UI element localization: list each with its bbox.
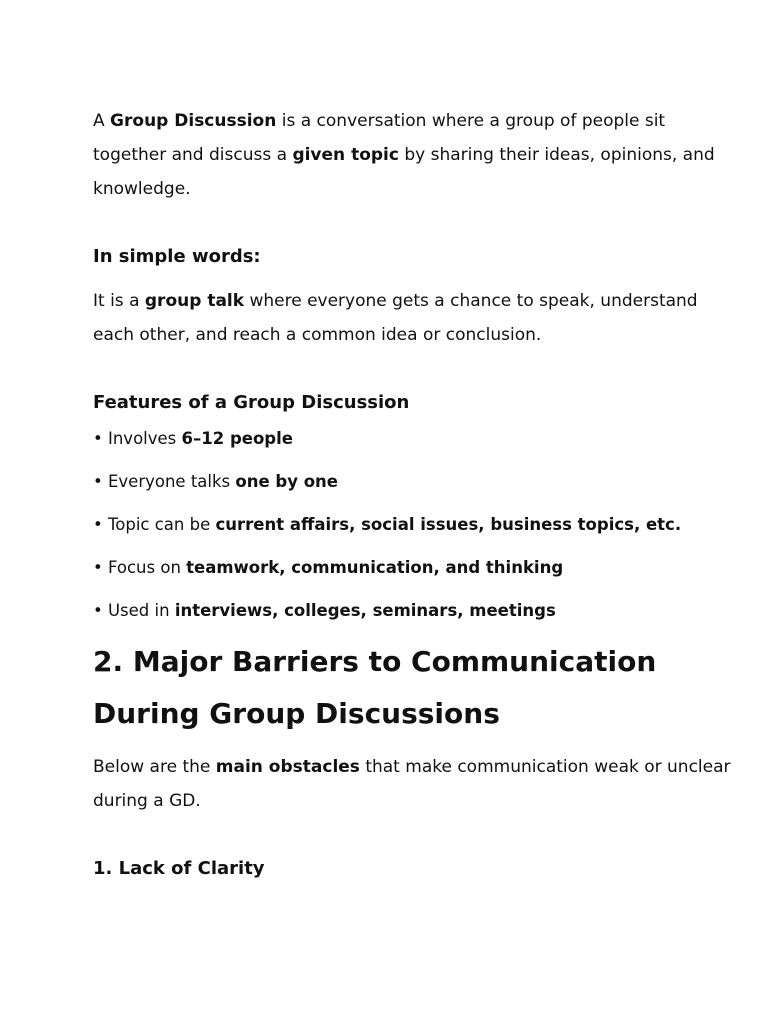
intro-paragraph: [93, 104, 733, 206]
bullet-bold: one by one: [235, 472, 338, 491]
bullet-text: • Focus on: [93, 558, 187, 577]
bullet-text: • Used in: [93, 601, 175, 620]
barriers-bold-1: main obstacles: [215, 757, 360, 777]
list-item: [93, 557, 733, 579]
simple-bold-1: group talk: [144, 291, 245, 311]
simple-words-heading: In simple words:: [93, 246, 261, 267]
simple-text-2: where everyone gets a chance to speak, understand each other, and reach a common idea or conclusion.: [93, 291, 698, 345]
features-list: [93, 428, 733, 622]
section-heading-line-1: 2. Major Barriers to Communication: [93, 645, 657, 678]
simple-text-1: It is a: [93, 291, 145, 311]
bullet-bold: interviews, colleges, seminars, meetings: [174, 601, 556, 620]
list-item: [93, 600, 733, 622]
list-item: [93, 428, 733, 450]
bullet-text: • Topic can be: [93, 515, 216, 534]
bullet-bold: teamwork, communication, and thinking: [186, 558, 564, 577]
list-item: [93, 471, 733, 493]
bullet-bold: 6–12 people: [181, 429, 293, 448]
section-heading-line-2: During Group Discussions: [93, 697, 500, 730]
intro-bold-1: Group Discussion: [110, 111, 277, 131]
intro-text-1: A: [93, 111, 111, 131]
features-heading: Features of a Group Discussion: [93, 392, 410, 413]
bullet-text: • Everyone talks: [93, 472, 236, 491]
list-item: [93, 514, 733, 536]
barriers-paragraph: [93, 750, 733, 818]
document-page: [93, 104, 733, 882]
simple-paragraph: [93, 284, 733, 352]
intro-text-2: is a conversation where a group of people sit together and discuss a: [93, 111, 666, 165]
intro-bold-2: given topic: [292, 145, 399, 165]
barriers-text-2: that make communication weak or unclear during a GD.: [93, 757, 731, 811]
barriers-text-1: Below are the: [93, 757, 216, 777]
intro-text-3: by sharing their ideas, opinions, and knowledge.: [93, 145, 715, 199]
bullet-bold: current affairs, social issues, business topics, etc.: [215, 515, 682, 534]
lack-of-clarity-heading: 1. Lack of Clarity: [93, 858, 265, 879]
bullet-text: • Involves: [93, 429, 182, 448]
